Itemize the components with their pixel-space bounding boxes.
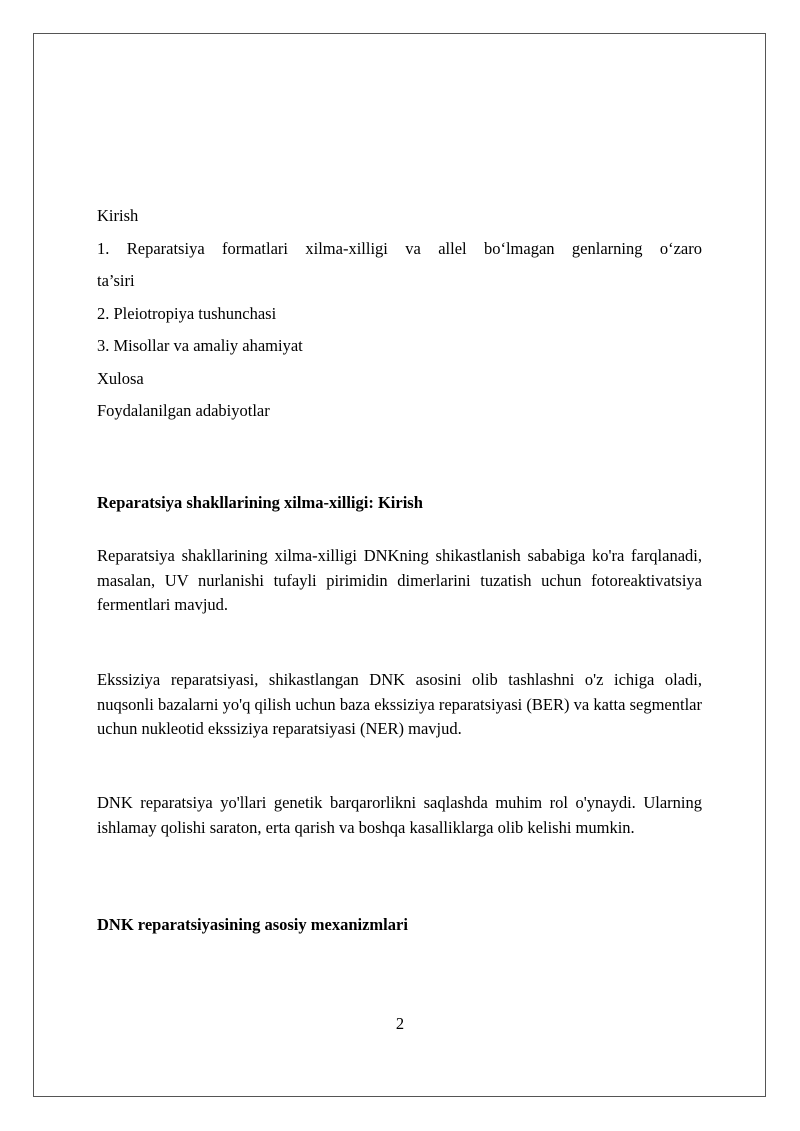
section-1-heading: Reparatsiya shakllarining xilma-xilligi: Kirish [97, 493, 423, 512]
toc-item-1-line-2: ta’siri [97, 271, 135, 290]
toc-item-3: 3. Misollar va amaliy ahamiyat [97, 336, 303, 355]
section-1-paragraph-1: Reparatsiya shakllarining xilma-xilligi DNKning shikastlanish sababiga ko'ra farqlanadi, masalan, UV nurlanishi tufayli pirimidin dimerlarini tuzatish uchun fotoreaktivatsiya fermentlari mavjud. [97, 546, 702, 614]
page-number: 2 [395, 1014, 405, 1033]
toc-item-1-line-1: 1. Reparatsiya formatlari xilma-xilligi va allel bo‘lmagan genlarning o‘zaro [97, 238, 702, 258]
section-1-paragraph-3: DNK reparatsiya yo'llari genetik barqarorlikni saqlashda muhim rol o'ynaydi. Ularning ishlamay qolishi saraton, erta qarish va boshqa kasalliklarga olib kelishi mumkin. [97, 793, 702, 837]
toc-intro: Kirish [97, 206, 139, 225]
section-2-heading: DNK reparatsiyasining asosiy mexanizmlari [97, 915, 408, 934]
section-1-paragraph-2: Ekssiziya reparatsiyasi, shikastlangan DNK asosini olib tashlashni o'z ichiga oladi, nuqsonli bazalarni yo'q qilish uchun baza ekssiziya reparatsiyasi (BER) va katta segmentlar uchun nukleotid ekssiziya reparatsiyasi (NER) mavjud. [97, 670, 702, 738]
table-of-contents [97, 200, 702, 428]
toc-references: Foydalanilgan adabiyotlar [97, 401, 270, 420]
toc-conclusion: Xulosa [97, 368, 144, 388]
toc-item-2: 2. Pleiotropiya tushunchasi [97, 303, 277, 323]
